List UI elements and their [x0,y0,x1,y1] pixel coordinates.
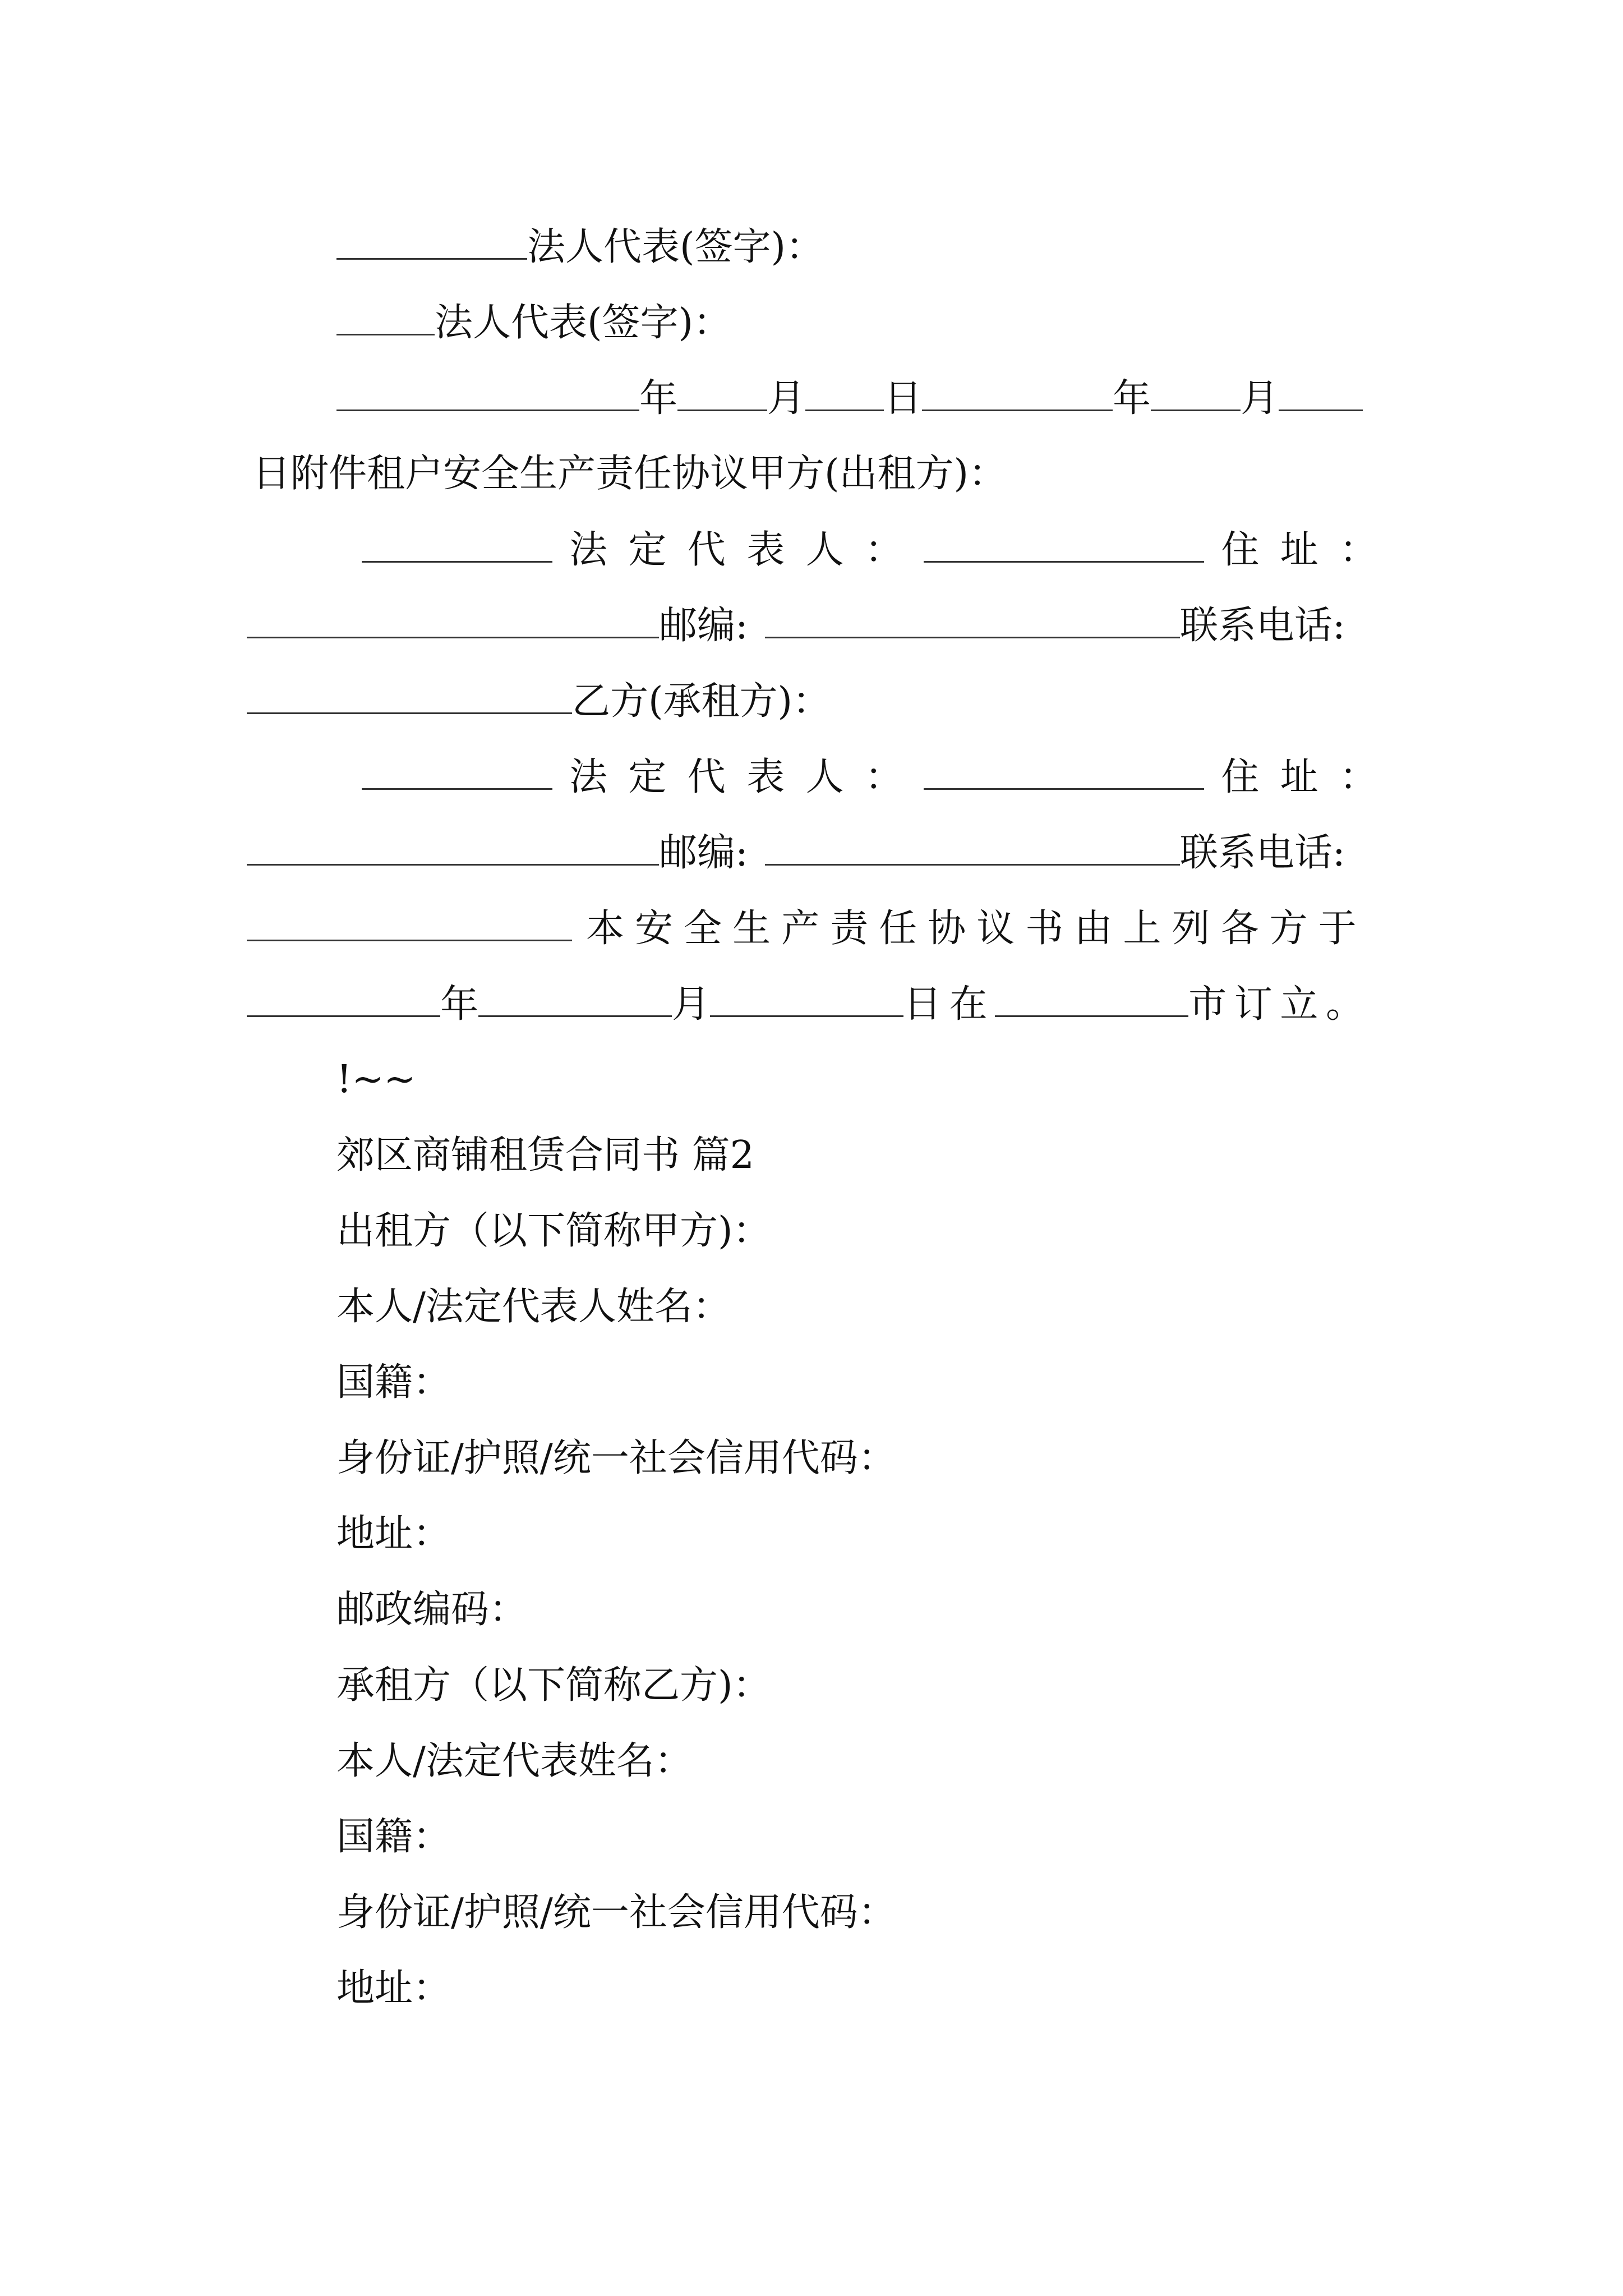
day-label: 日 [884,376,923,421]
field-line [336,1586,527,1634]
attachment-heading [252,450,1007,498]
blank [1279,375,1363,411]
party-b-contact-line [247,829,1345,876]
party-b-rep-line [362,753,1399,800]
blank [677,375,767,411]
blank [995,981,1188,1017]
year-label: 年 [1113,376,1151,421]
zip-label: 邮编: [659,604,748,648]
blank [362,526,552,563]
legal-rep-sign-label: 法人代表(签字)： [435,301,732,345]
blank [710,981,903,1017]
sign-line-2 [336,299,731,346]
address-label: 住址： [1221,528,1399,572]
month-label: 月 [672,982,711,1027]
blank [924,753,1204,790]
month-label: 月 [767,376,806,421]
lessee-address-label: 地址： [336,1966,451,2010]
blank [336,223,527,260]
blank [247,981,440,1017]
blank [765,829,1180,866]
lessor-address-label: 地址： [336,1512,451,1556]
agreement-date-line [247,981,1372,1028]
sign-line-1 [336,223,824,270]
agreement-text: 本安全生产责任协议书由上列各方于 [586,907,1367,951]
lessor-nationality-label: 国籍： [336,1360,451,1405]
party-b-heading [247,678,831,725]
date-line [336,375,1363,422]
year-label: 年 [440,982,479,1027]
blank [765,602,1180,638]
blank [922,375,1113,411]
blank [805,375,884,411]
field-line [336,1662,771,1709]
field-line [336,1283,731,1331]
party-a-contact-line [247,602,1345,649]
blank [1151,375,1241,411]
city-label: 市订立。 [1188,982,1372,1027]
lessee-id-label: 身份证/护照/统一社会信用代码： [336,1890,896,1935]
legal-rep-label: 法定代表人： [569,528,924,572]
field-line [336,1359,451,1406]
lessee-heading: 承租方（以下简称乙方)： [336,1663,771,1708]
blank [247,602,659,638]
party-b-label: 乙方(承租方)： [572,679,831,724]
blank [336,375,639,411]
agreement-sentence-line [247,905,1367,952]
field-line [336,1208,771,1255]
legal-rep-sign-label: 法人代表(签字)： [527,225,824,269]
blank [924,526,1204,563]
blank [362,753,552,790]
field-line [336,1965,451,2012]
field-line [336,1435,896,1482]
party-a-rep-line [362,526,1399,573]
lessor-heading: 出租方（以下简称甲方)： [336,1209,771,1253]
lessor-postcode-label: 邮政编码： [336,1588,528,1632]
phone-label: 联系电话: [1179,831,1345,875]
blank [478,981,672,1017]
section-title [336,1132,754,1179]
lessee-name-label: 本人/法定代表姓名： [336,1739,693,1783]
phone-label: 联系电话: [1179,604,1345,648]
lessor-name-label: 本人/法定代表人姓名： [336,1285,731,1329]
zip-label: 邮编: [659,831,748,875]
field-line [336,1889,896,1936]
lessor-id-label: 身份证/护照/统一社会信用代码： [336,1436,896,1480]
blank [247,905,572,941]
lessee-nationality-label: 国籍： [336,1815,451,1859]
year-label: 年 [639,376,678,421]
day-at-label: 日在 [903,982,995,1027]
field-line [336,1814,451,1861]
blank [247,829,659,866]
blank [336,299,435,335]
field-line [336,1511,451,1558]
field-line [336,1738,693,1785]
stray-mark [336,1056,416,1103]
month-label: 月 [1241,376,1279,421]
address-label: 住址： [1221,755,1399,799]
section-title-text: 郊区商铺租赁合同书 篇2 [336,1133,754,1177]
blank [247,678,572,714]
stray-mark-text: !~~ [336,1057,416,1102]
legal-rep-label: 法定代表人： [569,755,924,799]
attachment-text: 日附件租户安全生产责任协议甲方(出租方)： [252,452,1007,496]
